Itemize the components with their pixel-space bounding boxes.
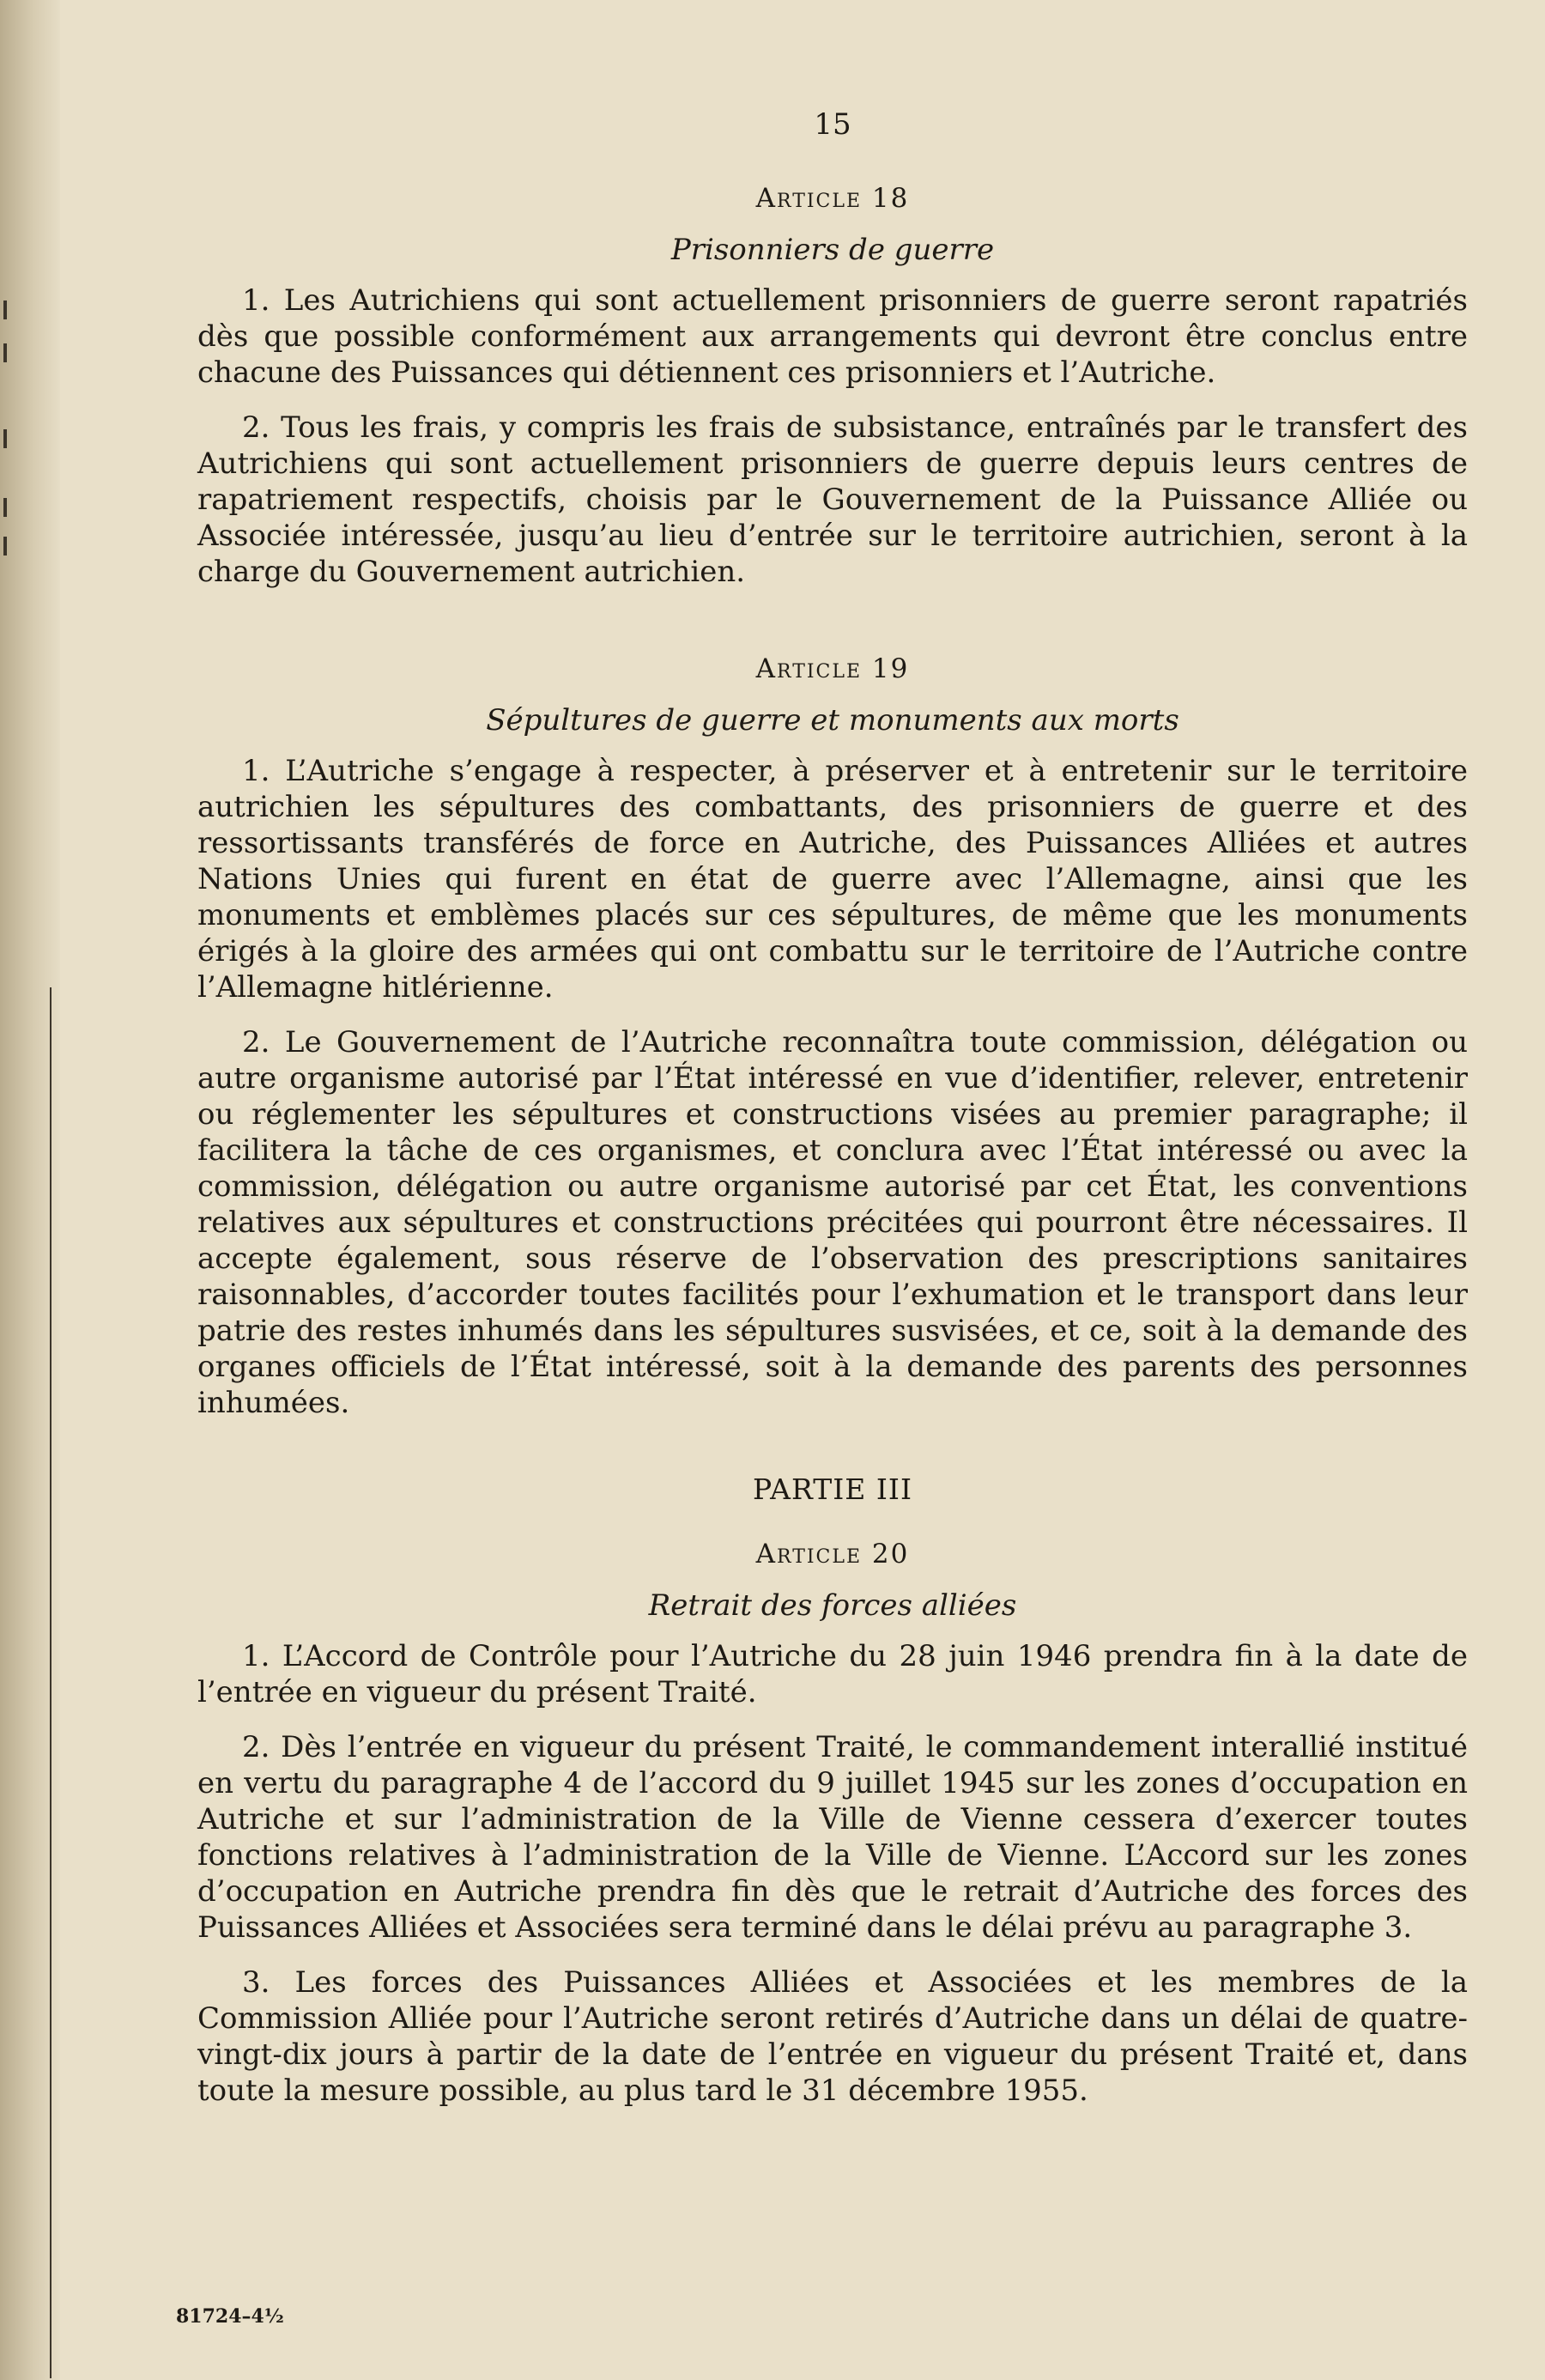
article-subtitle: Sépultures de guerre et monuments aux morts: [486, 703, 1179, 738]
page-number: 15: [814, 107, 851, 142]
article-title: Article 19: [755, 653, 910, 684]
article-paragraph: 1. L’Accord de Contrôle pour l’Autriche du 28 juin 1946 prendra fin à la date de l’entrée en vigueur du présent Traité.: [197, 1639, 1468, 1709]
page-gutter: [0, 0, 60, 2380]
article-title: Article 20: [755, 1539, 910, 1569]
gutter-mark: [3, 498, 7, 517]
article-title: Article 18: [755, 183, 910, 214]
article-paragraph: 1. L’Autriche s’engage à respecter, à préserver et à entretenir sur le territoire autrichien les sépultures des combattants, des prisonniers de guerre et des ressortissants transférés de force en Autriche, des Puissances Alliées et autres Nations Unies qui furent en état de guerre avec l’Allemagne, ainsi que les monuments et emblèmes placés sur ces sépultures, de même que les monuments érigés à la gloire des armées qui ont combattu sur le territoire de l’Autriche contre l’Allemagne hitlérienne.: [197, 754, 1468, 1005]
article-paragraph: 2. Dès l’entrée en vigueur du présent Traité, le commandement interallié institué en vertu du paragraphe 4 de l’accord du 9 juillet 1945 sur les zones d’occupation en Autriche et sur l’administration de la Ville de Vienne cessera d’exercer toutes fonctions relatives à l’administration de la Ville de Vienne. L’Accord sur les zones d’occupation en Autriche prendra fin dès que le retrait d’Autriche des forces des Puissances Alliées et Associées sera terminé dans le délai prévu au paragraphe 3.: [197, 1730, 1468, 1945]
gutter-mark: [3, 429, 7, 448]
print-code: 81724–4½: [176, 2305, 284, 2328]
article-19: [197, 653, 1468, 1421]
article-paragraph: 2. Le Gouvernement de l’Autriche reconnaîtra toute commission, délégation ou autre organisme autorisé par l’État intéressé en vue d’identifier, relever, entretenir ou réglementer les sépultures et constructions visées au premier paragraphe; il facilitera la tâche de ces organismes, et conclura avec l’État intéressé ou avec la commission, délégation ou autre organisme autorisé par cet État, les conventions relatives aux sépultures et constructions précitées qui pourront être nécessaires. Il accepte également, sous réserve de l’observation des prescriptions sanitaires raisonnables, d’accorder toutes facilités pour l’exhumation et le transport dans leur patrie des restes inhumés dans les sépultures susvisées, et ce, soit à la demande des organes officiels de l’État intéressé, soit à la demande des parents des personnes inhumées.: [197, 1025, 1468, 1420]
article-paragraph: 3. Les forces des Puissances Alliées et Associées et les membres de la Commission Alliée pour l’Autriche seront retirés d’Autriche dans un délai de quatre-vingt-dix jours à partir de la date de l’entrée en vigueur du présent Traité et, dans toute la mesure possible, au plus tard le 31 décembre 1955.: [197, 1965, 1468, 2108]
gutter-line: [50, 987, 52, 2378]
part-title: PARTIE III: [752, 1472, 912, 1506]
part-iii: [197, 1472, 1468, 2109]
article-subtitle: Retrait des forces alliées: [648, 1588, 1017, 1623]
article-subtitle: Prisonniers de guerre: [670, 233, 995, 267]
article-paragraph: 1. Les Autrichiens qui sont actuellement prisonniers de guerre seront rapatriés dès que possible conformément aux arrangements qui devront être conclus entre chacune des Puissances qui détiennent ces prisonniers et l’Autriche.: [197, 283, 1468, 390]
document-page: [197, 107, 1468, 2128]
article-paragraph: 2. Tous les frais, y compris les frais de subsistance, entraînés par le transfert des Autrichiens qui sont actuellement prisonniers de guerre depuis leurs centres de rapatriement respectifs, choisis par le Gouvernement de la Puissance Alliée ou Associée intéressée, jusqu’au lieu d’entrée sur le territoire autrichien, seront à la charge du Gouvernement autrichien.: [197, 410, 1468, 589]
gutter-mark: [3, 343, 7, 362]
gutter-mark: [3, 537, 7, 556]
gutter-mark: [3, 301, 7, 319]
article-18: [197, 183, 1468, 590]
